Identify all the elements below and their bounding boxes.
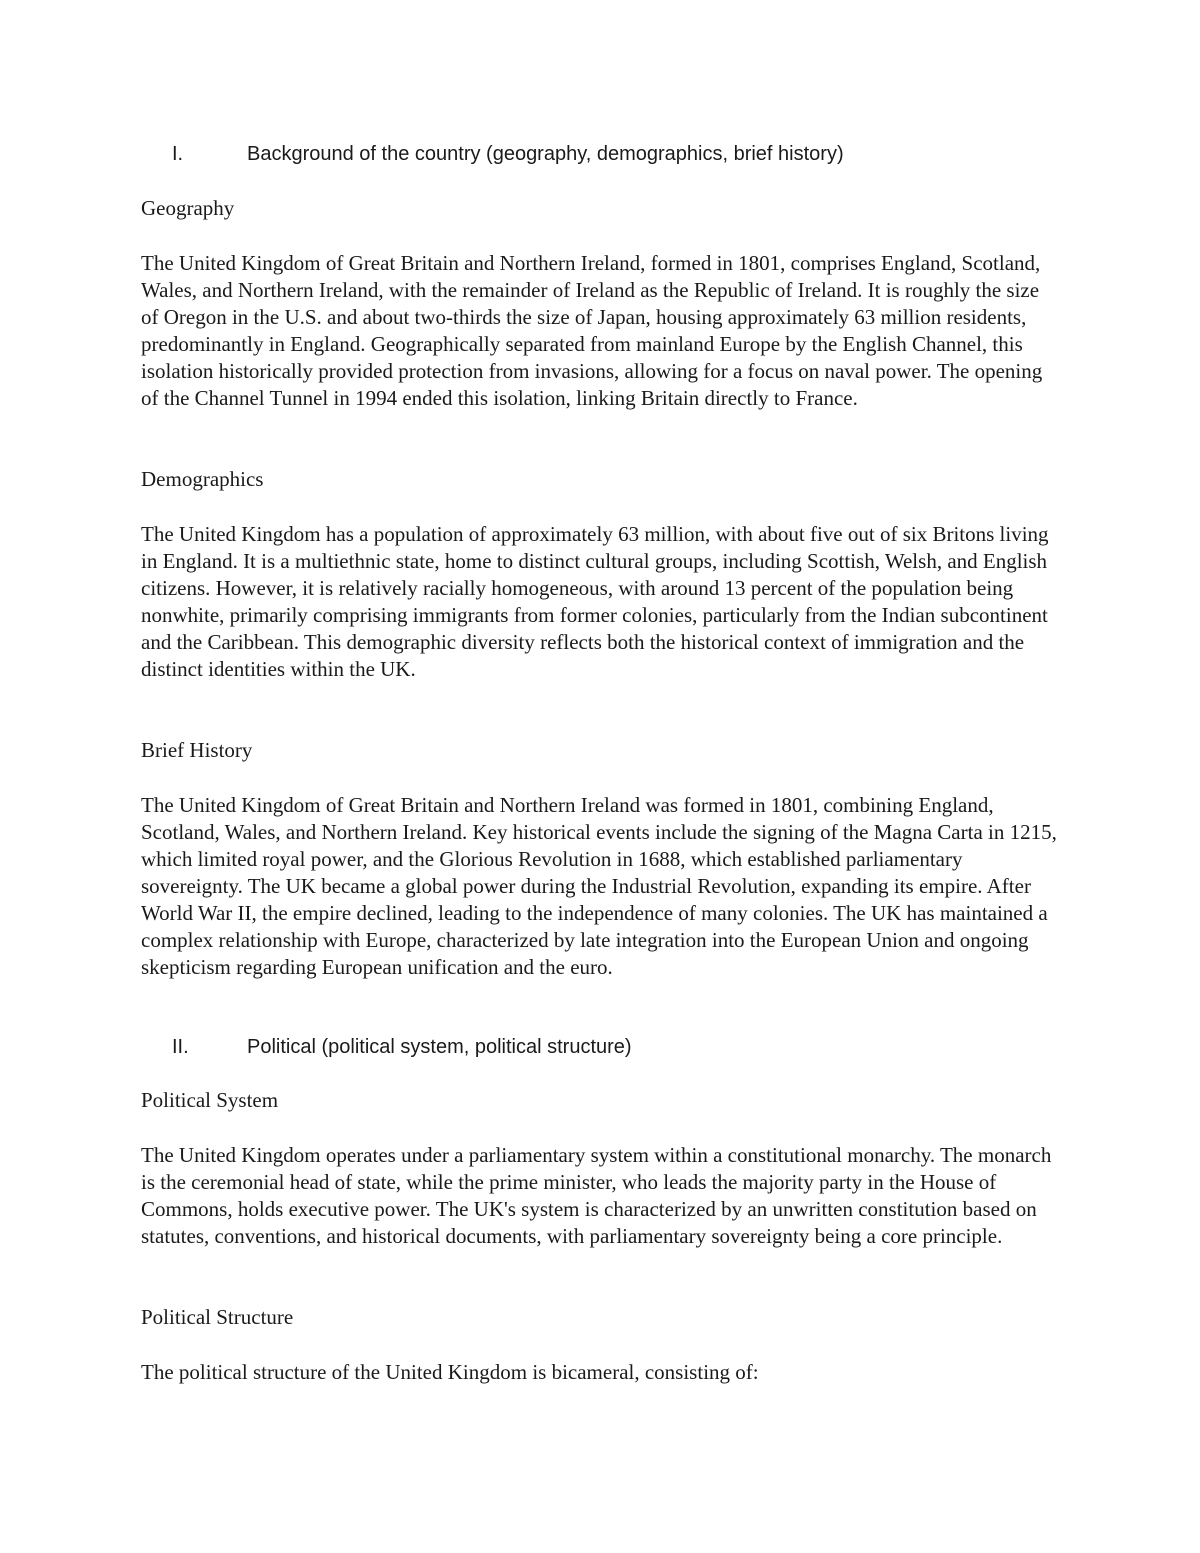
section-number: II.	[172, 1036, 189, 1058]
geography-paragraph: The United Kingdom of Great Britain and Northern Ireland, formed in 1801, comprises England, Scotland, Wales, and Northern Ireland, with the remainder of Ireland as the Republic of Ireland. It is roughly the size of Oregon in the U.S. and about two-thirds the size of Japan, housing approximately 63 million residents, predominantly in England. Geographically separated from mainland Europe by the English Channel, this isolation historically provided protection from invasions, allowing for a focus on naval power. The opening of the Channel Tunnel in 1994 ended this isolation, linking Britain directly to France.	[141, 251, 1043, 410]
political-system-paragraph: The United Kingdom operates under a parliamentary system within a constitutional monarchy. The monarch is the ceremonial head of state, while the prime minister, who leads the majority party in the House of Commons, holds executive power. The UK's system is characterized by an unwritten constitution based on statutes, conventions, and historical documents, with parliamentary sovereignty being a core principle.	[141, 1143, 1052, 1248]
section-title: Political (political system, political structure)	[247, 1036, 632, 1058]
brief-history-heading: Brief History	[141, 738, 253, 762]
political-structure-paragraph: The political structure of the United Kingdom is bicameral, consisting of:	[141, 1360, 759, 1384]
section-title: Background of the country (geography, demographics, brief history)	[247, 143, 844, 165]
brief-history-paragraph: The United Kingdom of Great Britain and Northern Ireland was formed in 1801, combining England, Scotland, Wales, and Northern Ireland. Key historical events include the signing of the Magna Carta in 1215, which limited royal power, and the Glorious Revolution in 1688, which established parliamentary sovereignty. The UK became a global power during the Industrial Revolution, expanding its empire. After World War II, the empire declined, leading to the independence of many colonies. The UK has maintained a complex relationship with Europe, characterized by late integration into the European Union and ongoing skepticism regarding European unification and the euro.	[141, 793, 1057, 979]
political-system-heading: Political System	[141, 1088, 279, 1112]
demographics-paragraph: The United Kingdom has a population of approximately 63 million, with about five out of six Britons living in England. It is a multiethnic state, home to distinct cultural groups, including Scottish, Welsh, and English citizens. However, it is relatively racially homogeneous, with around 13 percent of the population being nonwhite, primarily comprising immigrants from former colonies, particularly from the Indian subcontinent and the Caribbean. This demographic diversity reflects both the historical context of immigration and the distinct identities within the UK.	[141, 522, 1049, 681]
political-structure-heading: Political Structure	[141, 1305, 294, 1329]
geography-heading: Geography	[141, 196, 235, 220]
demographics-heading: Demographics	[141, 467, 264, 491]
section-number: I.	[172, 143, 184, 165]
